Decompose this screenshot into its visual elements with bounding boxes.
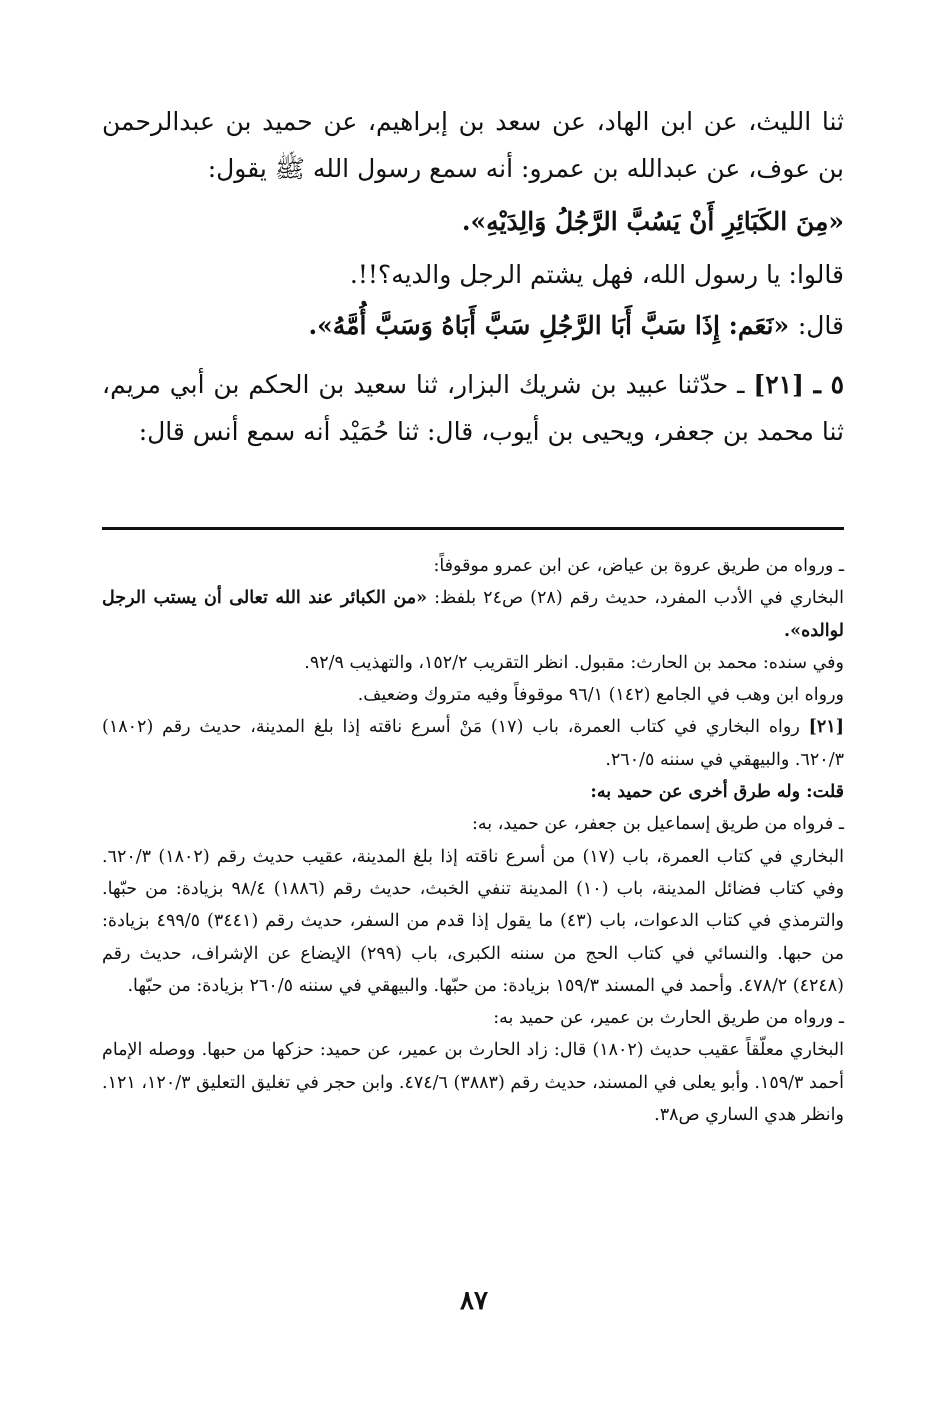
narration-number: ٥ ـ [٢١] xyxy=(753,370,845,399)
footnote-divider xyxy=(102,527,844,530)
footnotes xyxy=(102,550,844,1131)
footnote-line: ـ ورواه من طريق عروة بن عياض، عن ابن عمرو موقوفاً: xyxy=(433,556,844,576)
answer-paragraph xyxy=(102,302,844,349)
main-text xyxy=(102,98,844,455)
answer-quote: «نَعَم: إِذَا سَبَّ أَبَا الرَّجُلِ سَبَّ أَبَاهُ وَسَبَّ أُمَّهُ». xyxy=(308,311,790,340)
footnote-line: البخاري معلّقاً عقيب حديث (١٨٠٢) قال: زاد الحارث بن عمير، عن حميد: حزكها من حبها. ووصله الإمام أحمد ١٥٩/٣. وأبو يعلى في المسند، حديث رقم (٣٨٨٣) ٤٧٤/٦. وابن حجر في تغليق التعليق ١٢٠/٣، ١٢١. وانظر هدي الساري ص٣٨. xyxy=(102,1040,845,1126)
footnote-text: البخاري في الأدب المفرد، حديث رقم (٢٨) ص٢٤ بلفظ: xyxy=(434,588,844,609)
footnote-text: رواه البخاري في كتاب العمرة، باب (١٧) مَنْ أسرع ناقته إذا بلغ المدينة، حديث رقم (١٨٠٢) ٦٢٠/٣. والبيهقي في سننه ٢٦٠/٥. xyxy=(102,717,844,770)
footnote-line xyxy=(102,582,844,647)
footnote-line: ورواه ابن وهب في الجامع (١٤٢) ٩٦/١ موقوفاً وفيه متروك وضعيف. xyxy=(357,685,844,706)
question-paragraph: قالوا: يا رسول الله، فهل يشتم الرجل والديه؟!!. xyxy=(349,260,844,289)
footnote-line: ـ ورواه من طريق الحارث بن عمير، عن حميد به: xyxy=(493,1008,844,1029)
hadith-quote: «مِنَ الكَبَائِرِ أَنْ يَسُبَّ الرَّجُلُ وَالِدَيْهِ». xyxy=(461,207,844,236)
footnote-marker: [٢١] xyxy=(808,717,844,738)
footnote-line: البخاري في كتاب العمرة، باب (١٧) من أسرع ناقته إذا بلغ المدينة، عقيب حديث رقم (١٨٠٢) ٦٢٠/٣. وفي كتاب فضائل المدينة، باب (١٠) المدينة تنفي الخبث، حديث رقم (١٨٨٦) ٩٨/٤ بزيادة: من حبّها. والترمذي في كتاب الدعوات، باب (٤٣) ما يقول إذا قدم من السفر، حديث رقم (٣٤٤١) ٤٩٩/٥ بزيادة: من حبها. والنسائي في كتاب الحج من سننه الكبرى، باب (٢٩٩) الإيضاع عن الإشراف، حديث رقم (٤٢٤٨) ٤٧٨/٢. وأحمد في المسند ١٥٩/٣ بزيادة: من حبّها. والبيهقي في سننه ٢٦٠/٥ بزيادة: من حبّها. xyxy=(102,846,845,996)
isnad-paragraph: ثنا الليث، عن ابن الهاد، عن سعد بن إبراهيم، عن حميد بن عبدالرحمن بن عوف، عن عبدالله بن عمرو: أنه سمع رسول الله ﷺ يقول: xyxy=(102,107,844,183)
page-number: ٨٧ xyxy=(460,1286,488,1316)
footnote-line xyxy=(102,711,844,776)
footnote-line: ـ فرواه من طريق إسماعيل بن جعفر، عن حميد، به: xyxy=(472,814,844,835)
footnote-quote: «من الكبائر عند الله تعالى أن يستب الرجل لوالده». xyxy=(102,588,844,641)
footnote-line: قلت: وله طرق أخرى عن حميد به: xyxy=(590,782,844,803)
narration-text: ـ حدّثنا عبيد بن شريك البزار، ثنا سعيد بن الحكم بن أبي مريم، ثنا محمد بن جعفر، ويحيى بن أيوب، قال: ثنا حُمَيْد أنه سمع أنس قال: xyxy=(102,370,844,446)
footnote-line: وفي سنده: محمد بن الحارث: مقبول. انظر التقريب ١٥٢/٢، والتهذيب ٩٢/٩. xyxy=(304,652,844,673)
answer-label: قال: xyxy=(797,311,844,340)
narration-paragraph xyxy=(102,361,844,455)
